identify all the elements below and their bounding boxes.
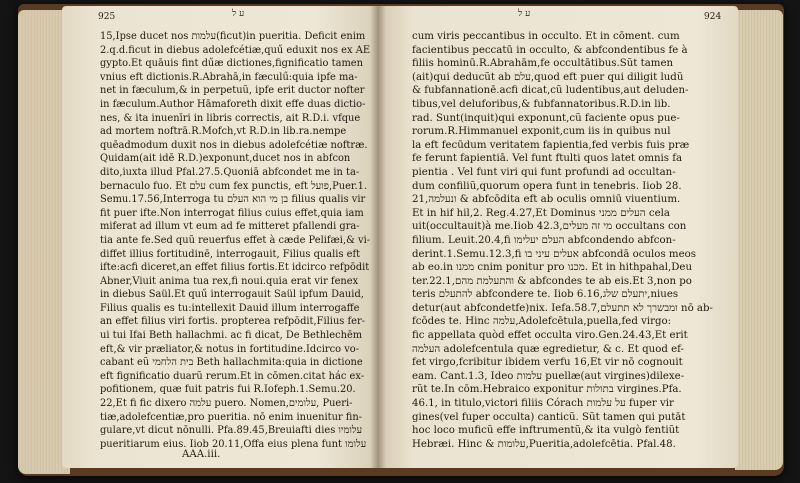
text-line: gines(vel fuper occulta) canticũ. Sũt tamen qui putāt <box>412 411 686 423</box>
text-line: filium. Leuit.20.4,fi העלם יעלימו abfcondendo abfcon- <box>412 234 676 246</box>
text-line: cabant eũ בית הלחמי Beth hallachmita:quia in dictione <box>100 357 363 369</box>
text-line: facientibus peccatū in occulto, & abfcondentibus fe à <box>412 44 688 56</box>
text-line: miferat ad illum vt eum ad fe mitteret pfallendi gra- <box>100 221 360 233</box>
text-line: pofitionem, quæ fuit patris fui R.Iofeph.1.Semu.20. <box>100 384 356 396</box>
text-line: in fæculum.Author Hāmaforeth dixit effe duas dictio- <box>100 98 366 110</box>
text-line: 22,Et fi fic dixero עלמה puero. Nomen,עלומים, Pueri- <box>100 398 353 410</box>
text-line: quēadmodum duxit nos in diebus adolefcétiæ noftræ. <box>100 139 368 151</box>
text-line: vnius eft dictionis.R.Abrahā,in fæculű:quia ipfe ma- <box>100 71 358 83</box>
text-line: eft,& vir præliator,& notus in fortitudine.Idcirco vo- <box>100 343 360 355</box>
text-line: 15,Ipse ducet nos עלמות(ficut)in pueritia. Deficit enim <box>100 31 366 42</box>
text-line: fit puer ifte.Non interrogat filius cuius effet,quia iam <box>100 207 364 219</box>
text-line: la eft fecūdum veritatem fapientia,fed verbis fuis præ <box>412 139 690 151</box>
text-line: tia ante fe.Sed quũ reuerfus effet à cæde Pelifæi,& vi- <box>100 234 371 246</box>
text-line: 21,ונעלמה & abfcōdita eft ab oculis omniū viuentium. <box>412 194 681 206</box>
text-line: fet virgo,fcribitur ibidem verfu 16,Et vir nō cognouit <box>412 357 683 369</box>
right-page-text <box>412 30 713 451</box>
text-line: ab eo.in ממנו cnim ponitur pro מכנו. Et in hithpahal,Deu <box>412 262 693 274</box>
text-line: net in fæculum,& in perpetuũ, ipfe erit ductor nofter <box>100 85 365 97</box>
text-line: fcōdes te. Hinc עלמה,Adolefcētula,puella,fed virgo: <box>412 316 672 328</box>
text-line: & fubfannationē.acfi dicat,cũ ludentibus,aut deluden- <box>412 85 689 97</box>
text-line: Filius qualis es tu:intellexit Dauid illum interrogaffe <box>100 302 360 314</box>
text-line: eft fignificatio duarũ rerum.Et in cōmen.citat hác ex- <box>100 370 365 382</box>
left-page-text <box>100 30 370 451</box>
text-line: detur(aut abfcondetfe)nix. Iefa.58.7,ומבשרך לא תתעלם nō ab- <box>412 302 713 314</box>
text-line: an effet filius viri fortis. propterea refpōdit,Filius fer- <box>100 316 366 328</box>
signature-mark: AAA.iii. <box>182 449 221 460</box>
text-line: cum viris peccantibus in occulto. Et in cōment. cum <box>412 31 680 42</box>
text-line: derint.1.Semu.12.3,fi אעלים עיני בו abfcondā oculos meos <box>412 248 696 260</box>
page-edges-right <box>735 10 783 470</box>
text-line: gulare,vt dicut nōnulli. Pfa.89.45,Breuiafti dies עלומיו <box>100 425 363 437</box>
right-page <box>378 6 738 468</box>
text-line: dito,iuxta illud Pfal.27.5.Quoniā abfcondet me in ta- <box>100 166 360 178</box>
text-line: teris להתעלם abfcondere te. Iiob 6.16,יתעלם שלג,niues <box>412 289 679 301</box>
text-line: 2.q.d.ficut in diebus adolefcétiæ,quű eduxit nos ex AE <box>100 44 371 56</box>
text-line: 46.1, in titulo,victori filiis Córach על עלמות fuper vir <box>412 398 674 410</box>
right-page-number: 924 <box>704 12 722 22</box>
text-line: tiæ,adolefcentiæ,pro pueritia. nō enim inuenitur fin- <box>100 411 363 423</box>
text-line: ad mortem noftrā.R.Mofch,vt R.D.in lib.ra.nempe <box>100 126 347 138</box>
left-running-head: ע ל <box>232 9 245 19</box>
text-line: pueritiarum eius. Iiob 20.11,Offa eius plena funt עלומו <box>100 438 367 450</box>
left-page <box>62 6 378 468</box>
text-line: העלמה adolefcentula quæ egredietur, & c. Et quod ef- <box>412 343 684 355</box>
book-gutter <box>370 6 386 468</box>
text-line: ter.22.1,והתעלמת מהם & abfcondes te ab eis.Et 3,non po <box>412 275 692 287</box>
text-line: bernaculo fuo. Et עלם cum fex punctis, eft פועל,Puer.1. <box>100 180 368 192</box>
text-line: rũt te.In cōm.Hebraico exponitur בתולות virgines.Pfa. <box>412 384 682 396</box>
text-line: Hebræi. Hinc & עלומות,Pueritia,adolefcētia. Pfal.48. <box>412 438 676 450</box>
text-line: nes, & ita inuenīri in libris correctis, ait R.D.i. vfque <box>100 112 361 124</box>
text-line: Quidam(ait idē R.D.)exponunt,ducet nos in abfcon <box>100 153 351 165</box>
text-line: pientia . Vel funt viri qui funt profundi ad occultan- <box>412 166 676 178</box>
text-line: tibus,vel deluforibus,& fubfannatoribus.R.D.in lib. <box>412 98 671 110</box>
text-line: Abner,Viuit anima tua rex,fi noui.quia erat vir fenex <box>100 275 359 287</box>
text-line: gypto.Et quāuis fint dűæ dictiones,fignificatio tamen <box>100 58 363 70</box>
text-line: diffet illius fortitudinē, interrogauit, Filius qualis eft <box>100 248 361 260</box>
text-line: rorum.R.Himmanuel exponit,cum iis in quibus nul <box>412 126 671 138</box>
text-line: eam. Cant.1.3, Ideo עלמות puellæ(aut virgines)dilexe- <box>412 370 685 382</box>
text-line: Semu.17.56,Interroga tu בן מי הוא העלם filius qualis vir <box>100 194 366 206</box>
text-line: hoc loco muficũ effe inftrumentũ,& ita vulgò fentiũt <box>412 425 680 437</box>
text-line: rad. Sunt(inquit)qui exponunt,cũ faciente opus pue- <box>412 112 680 124</box>
text-line: fic appellata quòd effet occulta viro.Gen.24.43,Et erit <box>412 330 688 342</box>
text-line: uit(occultauit)à me.Iiob 42.3,מי זה מעלים occultans con <box>412 221 687 233</box>
left-page-number: 925 <box>98 12 116 22</box>
text-line: dum confiliũ,quorum opera funt in tenebris. Iiob 28. <box>412 180 682 192</box>
text-line: in diebus Saül.Et quű interrogauit Saül ipfum Dauid, <box>100 289 364 301</box>
text-line: Et in hif hil,2. Reg.4.27,Et Dominus העלים ממני cela <box>412 207 670 219</box>
text-line: fe ferunt fapientiā. Vel funt ftulti quos latet omnis fa <box>412 153 683 165</box>
text-line: (ait)qui deducũt ab עלם,quod eft puer qui diligit ludũ <box>412 71 684 83</box>
text-line: filiis hominū.R.Abrahām,fe occultātibus.Sũt tamen <box>412 58 674 70</box>
text-line: ui tui Ifai Beth hallachmi. ac fi dicat, De Bethlechēm <box>100 330 363 342</box>
text-line: ifte:acfi diceret,an effet filius fortis.Et idcirco refpōdit <box>100 262 370 274</box>
right-running-head: ע ל <box>518 9 531 19</box>
